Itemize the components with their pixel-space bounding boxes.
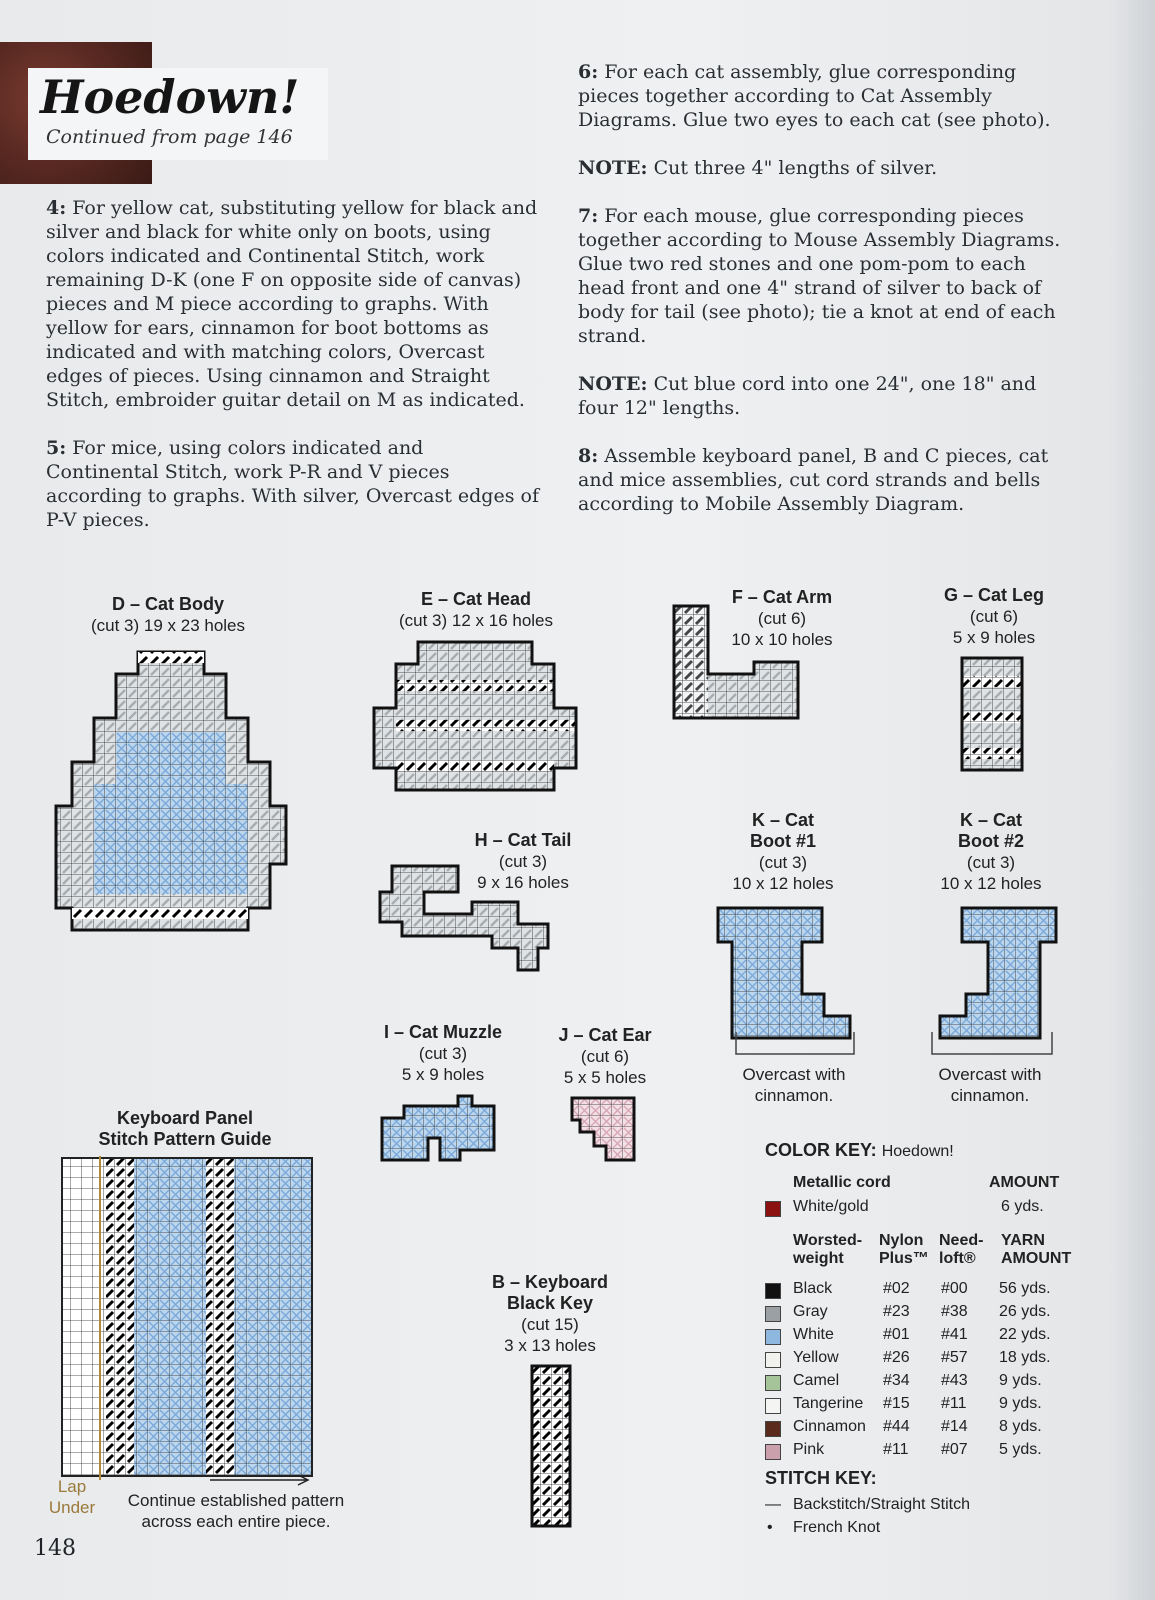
left-column bbox=[46, 196, 542, 556]
swatch bbox=[765, 1283, 781, 1299]
yarn-needloft: #41 bbox=[941, 1326, 968, 1343]
step-6: 6: For each cat assembly, glue corresponding pieces together according to Cat Assembly Diagrams. Glue two eyes to each cat (see photo). bbox=[578, 61, 1051, 131]
yarn-header: Worsted- weight Nylon Plus™ Need- loft® YARN AMOUNT bbox=[793, 1232, 1072, 1267]
yarn-nylon: #26 bbox=[883, 1349, 910, 1366]
yarn-amount: 5 yds. bbox=[999, 1441, 1042, 1458]
yarn-name: Gray bbox=[793, 1303, 828, 1320]
yarn-needloft: #43 bbox=[941, 1372, 968, 1389]
figure-d-graph bbox=[50, 644, 292, 936]
yarn-row bbox=[765, 1280, 1065, 1302]
swatch bbox=[765, 1329, 781, 1345]
yarn-row bbox=[765, 1349, 1065, 1371]
continue-note: Continue established pattern across each entire piece. bbox=[127, 1491, 345, 1531]
yarn-nylon: #44 bbox=[883, 1418, 910, 1435]
yarn-name: Pink bbox=[793, 1441, 825, 1458]
yarn-nylon: #01 bbox=[883, 1326, 910, 1343]
figure-i-label: I – Cat Muzzle (cut 3) 5 x 9 holes bbox=[383, 1022, 503, 1084]
swatch bbox=[765, 1201, 781, 1217]
yarn-nylon: #34 bbox=[883, 1372, 910, 1389]
figure-k1-note: Overcast with cinnamon. bbox=[742, 1065, 846, 1105]
color-key: COLOR KEY: Hoedown! Metallic cord AMOUNT White/gold 6 yds. Worsted- weight Nylon Plus™ Need- loft® YARN AMOUNT Black #02 #00 56 yds. Gray #23 #38 26 yds. White #01 #41 22 yds. Yellow #26 #57 18 yds. Camel #34 #43 9 yds. Tangerine #15 #11 9 yds. Cinnamon #44 #14 8 yds. Pink #11 #07 5 yds. STITCH KEY: — Backstitch/Straight Stitch • French Knot bbox=[765, 1140, 1065, 1161]
swatch bbox=[765, 1421, 781, 1437]
yarn-amount: 9 yds. bbox=[999, 1395, 1042, 1412]
figure-f-graph bbox=[672, 604, 812, 728]
yarn-name: Cinnamon bbox=[793, 1418, 866, 1435]
yarn-needloft: #38 bbox=[941, 1303, 968, 1320]
yarn-name: Tangerine bbox=[793, 1395, 864, 1412]
yarn-amount: 8 yds. bbox=[999, 1418, 1042, 1435]
right-column bbox=[578, 60, 1073, 540]
yarn-needloft: #14 bbox=[941, 1418, 968, 1435]
yarn-row bbox=[765, 1303, 1065, 1325]
stitch-key-title: STITCH KEY: bbox=[765, 1468, 877, 1488]
figure-k2-label: K – Cat Boot #2 (cut 3) 10 x 12 holes bbox=[940, 810, 1042, 893]
swatch bbox=[765, 1444, 781, 1460]
figure-j-graph bbox=[568, 1094, 642, 1166]
yarn-nylon: #15 bbox=[883, 1395, 910, 1412]
figure-g-graph bbox=[960, 656, 1028, 776]
yarn-name: Black bbox=[793, 1280, 833, 1297]
yarn-needloft: #07 bbox=[941, 1441, 968, 1458]
yarn-needloft: #11 bbox=[941, 1395, 967, 1412]
yarn-row bbox=[765, 1326, 1065, 1348]
figure-h-label: H – Cat Tail (cut 3) 9 x 16 holes bbox=[474, 830, 572, 892]
figure-kp-graph bbox=[60, 1156, 316, 1480]
figure-j-label: J – Cat Ear (cut 6) 5 x 5 holes bbox=[558, 1025, 652, 1087]
note-1: NOTE: Cut three 4" lengths of silver. bbox=[578, 157, 938, 179]
yarn-row bbox=[765, 1418, 1065, 1440]
color-key-title: COLOR KEY: Hoedown! bbox=[765, 1140, 954, 1160]
yarn-nylon: #11 bbox=[883, 1441, 909, 1458]
lap-under-label: Lap Under bbox=[48, 1477, 96, 1517]
swatch bbox=[765, 1375, 781, 1391]
figure-b-label: B – Keyboard Black Key (cut 15) 3 x 13 holes bbox=[491, 1272, 609, 1355]
step-5: 5: For mice, using colors indicated and Continental Stitch, work P-R and V pieces according to graphs. With silver, Overcast edges of P-V pieces. bbox=[46, 437, 539, 531]
yarn-name: Camel bbox=[793, 1372, 840, 1389]
figure-i-graph bbox=[380, 1094, 504, 1166]
figure-k1-graph bbox=[714, 904, 864, 1064]
step-4: 4: For yellow cat, substituting yellow for black and silver and black for white only on boots, using colors indicated and Continental Stitch, work remaining D-K (one F on opposite side of canvas) pieces and M piece according to graphs. With yellow for ears, cinnamon for boot bottoms as indicated and with matching colors, Overcast edges of pieces. Using cinnamon and Straight Stitch, embroider guitar detail on M as indicated. bbox=[46, 197, 538, 411]
continue-arrow bbox=[208, 1472, 314, 1486]
figure-f-label: F – Cat Arm (cut 6) 10 x 10 holes bbox=[731, 587, 833, 649]
yarn-nylon: #02 bbox=[883, 1280, 910, 1297]
note-2: NOTE: Cut blue cord into one 24", one 18" and four 12" lengths. bbox=[578, 373, 1037, 419]
yarn-amount: 18 yds. bbox=[999, 1349, 1051, 1366]
yarn-amount: 56 yds. bbox=[999, 1280, 1051, 1297]
figure-kp-label: Keyboard Panel Stitch Pattern Guide bbox=[98, 1108, 272, 1149]
figure-k2-graph bbox=[928, 904, 1070, 1064]
figure-d-label: D – Cat Body (cut 3) 19 x 23 holes bbox=[90, 594, 246, 635]
figure-e-graph bbox=[372, 640, 582, 796]
yarn-row bbox=[765, 1372, 1065, 1394]
page-title: Hoedown! bbox=[40, 70, 300, 124]
swatch bbox=[765, 1306, 781, 1322]
yarn-needloft: #57 bbox=[941, 1349, 968, 1366]
yarn-amount: 9 yds. bbox=[999, 1372, 1042, 1389]
yarn-row bbox=[765, 1441, 1065, 1463]
swatch bbox=[765, 1398, 781, 1414]
stitch-row: — Backstitch/Straight Stitch bbox=[765, 1496, 970, 1513]
yarn-amount: 26 yds. bbox=[999, 1303, 1051, 1320]
swatch bbox=[765, 1352, 781, 1368]
yarn-needloft: #00 bbox=[941, 1280, 968, 1297]
yarn-row bbox=[765, 1395, 1065, 1417]
step-7: 7: For each mouse, glue corresponding pieces together according to Mouse Assembly Diagrams. Glue two red stones and one pom-pom to each head front and one 4" strand of silver to back of body for tail (see photo); tie a knot at end of each strand. bbox=[578, 205, 1061, 347]
figure-k1-label: K – Cat Boot #1 (cut 3) 10 x 12 holes bbox=[732, 810, 834, 893]
yarn-name: Yellow bbox=[793, 1349, 839, 1366]
step-8: 8: Assemble keyboard panel, B and C pieces, cat and mice assemblies, cut cord strands and bells according to Mobile Assembly Diagram. bbox=[578, 445, 1049, 515]
stitch-row: • French Knot bbox=[767, 1519, 881, 1536]
figure-g-label: G – Cat Leg (cut 6) 5 x 9 holes bbox=[943, 585, 1045, 647]
figure-e-label: E – Cat Head (cut 3) 12 x 16 holes bbox=[398, 589, 554, 630]
metallic-row: White/gold 6 yds. bbox=[765, 1198, 1065, 1220]
yarn-name: White bbox=[793, 1326, 834, 1343]
figure-h-graph bbox=[368, 862, 578, 982]
yarn-nylon: #23 bbox=[883, 1303, 910, 1320]
page-number: 148 bbox=[34, 1536, 76, 1561]
page-subtitle: Continued from page 146 bbox=[46, 126, 293, 148]
yarn-amount: 22 yds. bbox=[999, 1326, 1051, 1343]
figure-b-graph bbox=[530, 1364, 574, 1530]
figure-k2-note: Overcast with cinnamon. bbox=[938, 1065, 1042, 1105]
title-box bbox=[28, 68, 328, 160]
